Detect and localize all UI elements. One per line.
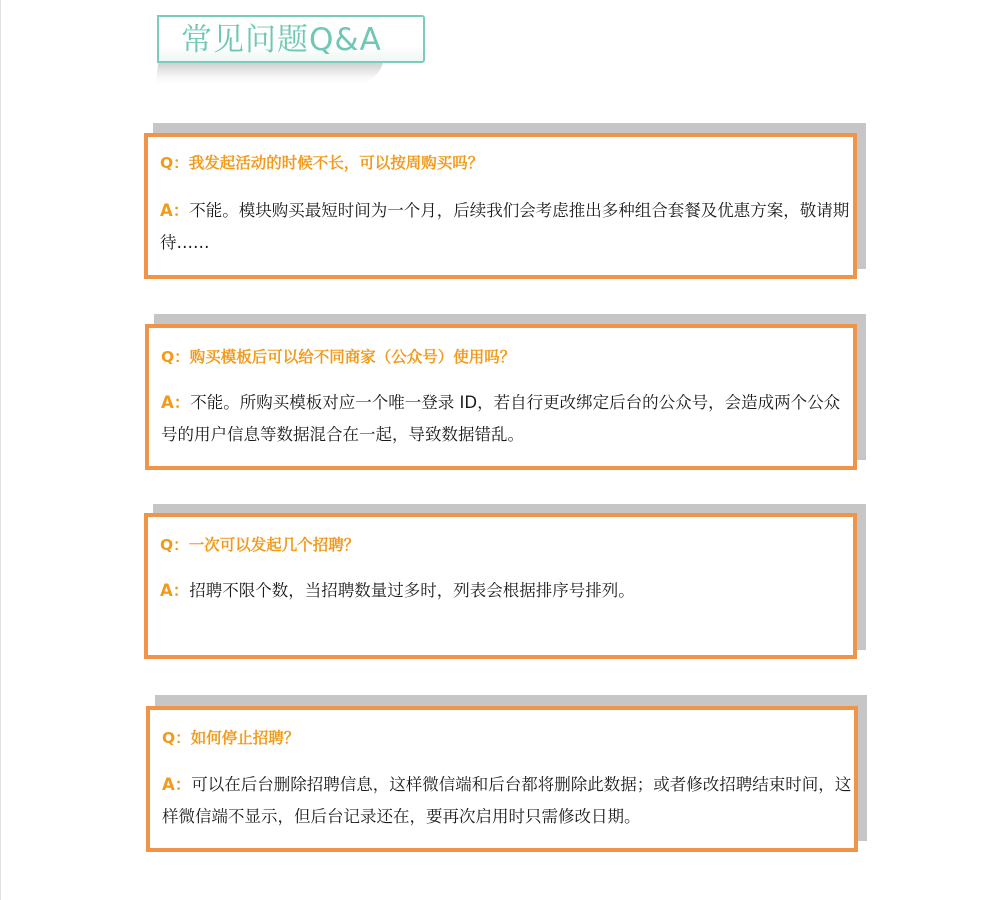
- answer-text: 不能。模块购买最短时间为一个月，后续我们会考虑推出多种组合套餐及优惠方案，敬请期待……: [160, 201, 850, 252]
- answer-prefix: A：: [161, 393, 191, 412]
- faq-question: [160, 151, 483, 173]
- question-prefix: Q：: [162, 729, 191, 747]
- faq-card: [146, 706, 858, 852]
- answer-prefix: A：: [162, 775, 192, 794]
- answer-text: 不能。所购买模板对应一个唯一登录 ID，若自行更改绑定后台的公众号，会造成两个公众号的用户信息等数据混合在一起，导致数据错乱。: [161, 393, 841, 444]
- question-text: 一次可以发起几个招聘？: [188, 536, 360, 554]
- faq-answer: [162, 769, 852, 833]
- faq-card: [144, 133, 857, 279]
- answer-prefix: A：: [160, 581, 190, 600]
- question-prefix: Q：: [161, 348, 190, 366]
- question-prefix: Q：: [160, 154, 189, 172]
- faq-card: [144, 513, 857, 659]
- faq-answer: [160, 575, 850, 607]
- faq-answer: [160, 195, 850, 259]
- left-edge-rule: [0, 0, 1, 900]
- question-prefix: Q：: [160, 536, 189, 554]
- question-text: 购买模板后可以给不同商家（公众号）使用吗？: [189, 348, 516, 366]
- question-text: 我发起活动的时候不长，可以按周购买吗？: [188, 154, 484, 172]
- faq-answer: [161, 387, 851, 451]
- title-banner-frame: [157, 15, 425, 63]
- question-text: 如何停止招聘？: [190, 729, 300, 747]
- answer-text: 可以在后台删除招聘信息，这样微信端和后台都将删除此数据；或者修改招聘结束时间，这样微信端不显示，但后台记录还在，要再次启用时只需修改日期。: [162, 775, 852, 826]
- title-banner: [157, 15, 429, 65]
- answer-text: 招聘不限个数，当招聘数量过多时，列表会根据排序号排列。: [189, 581, 635, 600]
- faq-question: [161, 345, 515, 367]
- answer-prefix: A：: [160, 201, 190, 220]
- faq-question: [160, 533, 359, 555]
- faq-card: [145, 324, 857, 470]
- page-title: 常见问题Q&A: [181, 22, 382, 58]
- faq-question: [162, 726, 299, 748]
